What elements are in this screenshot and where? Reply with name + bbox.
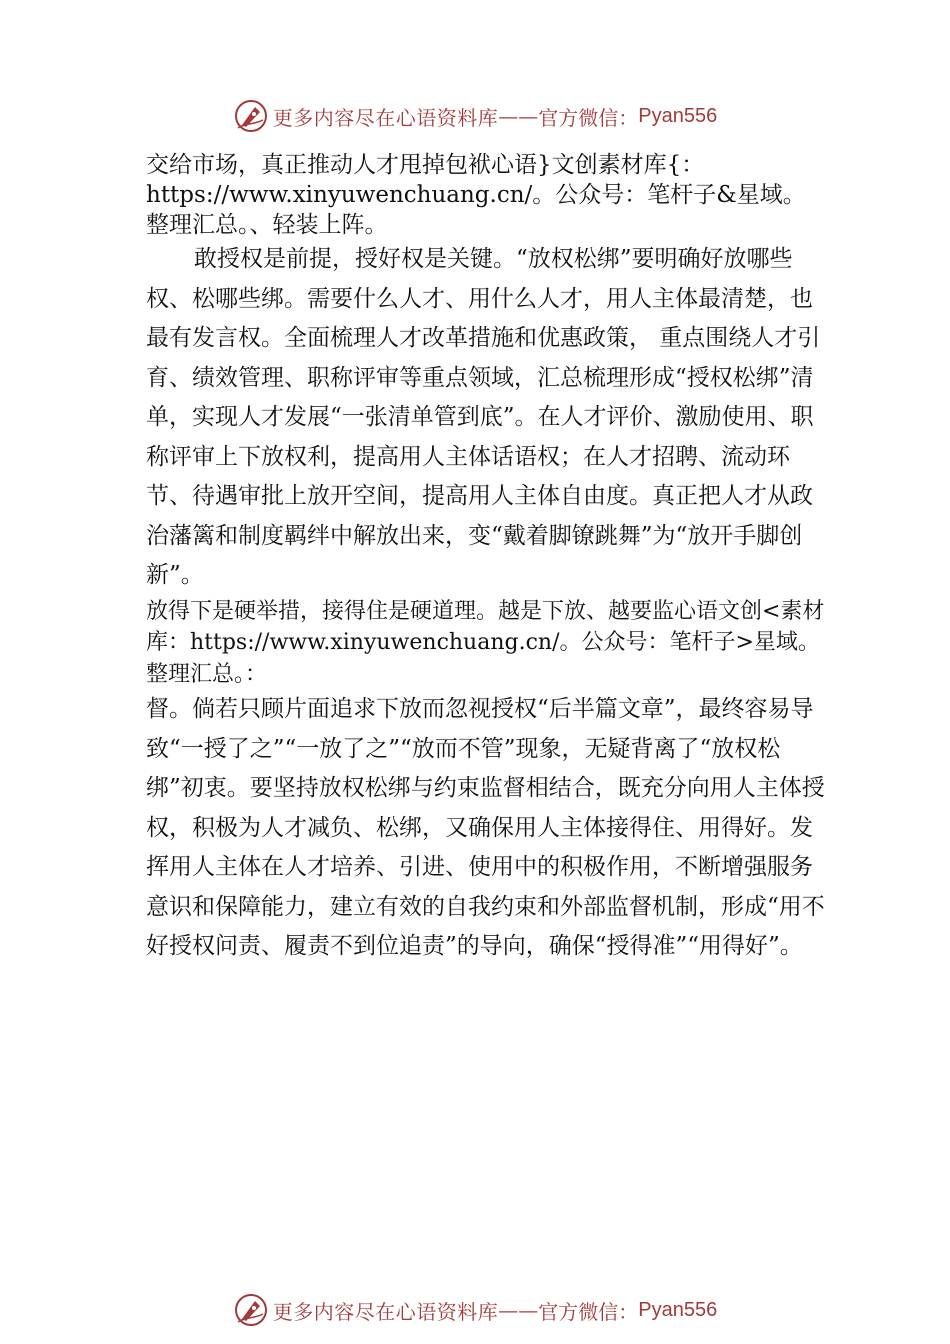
wechat-id: Pyan556: [638, 104, 718, 127]
brand-dash: ——: [498, 104, 539, 128]
footer-brand-dash: ——: [498, 1298, 539, 1322]
fountain-pen-nib-icon: [233, 1292, 269, 1328]
footer-wechat-label: 官方微信：: [538, 1299, 639, 1324]
paragraph-1: 交给市场，真正推动人才甩掉包袱心语}文创素材库{：https://www.xinyuwenchuang.cn/。公众号：笔杆子&星域。整理汇总。、轻装上阵。: [146, 152, 806, 238]
paragraph-4: 督。倘若只顾片面追求下放而忽视授权“后半篇文章”，最终容易导致“一授了之”“一放了之”“放而不管”现象，无疑背离了“放权松绑”初衷。要坚持放权松绑与约束监督相结合，既充分向用人主体授权，积极为人才减负、松绑，又确保用人主体接得住、用得好。发挥用人主体在人才培养、引进、使用中的积极作用，不断增强服务意识和保障能力，建立有效的自我约束和外部监督机制，形成“用不好授权问责、履责不到位追责”的导向，确保“授得准”“用得好”。: [146, 696, 825, 959]
footer-brand-text: 更多内容尽在心语资料库: [272, 1299, 499, 1324]
paragraph-2: 敢授权是前提，授好权是关键。“放权松绑”要明确好放哪些权、松哪些绑。需要什么人才、用什么人才，用人主体最清楚，也最有发言权。全面梳理人才改革措施和优惠政策， 重点围绕人才引育、绩效管理、职称评审等重点领域，汇总梳理形成“授权松绑”清单，实现人才发展“一张清单管到底”。在人才评价、激励使用、职称评审上下放权利，提高用人主体话语权；在人才招聘、流动环节、待遇审批上放开空间，提高用人主体自由度。真正把人才从政治藩篱和制度羁绊中解放出来，变“戴着脚镣跳舞”为“放开手脚创新”。: [146, 246, 821, 588]
page-header-banner: [0, 96, 950, 136]
brand-text: 更多内容尽在心语资料库: [272, 105, 499, 130]
wechat-label: 官方微信：: [538, 105, 639, 130]
footer-wechat-id: Pyan556: [638, 1298, 718, 1321]
paragraph-3-inset: 放得下是硬举措，接得住是硬道理。越是下放、越要监心语文创<素材库：https://www.xinyuwenchuang.cn/。公众号：笔杆子>星域。整理汇总。：: [146, 598, 825, 687]
fountain-pen-nib-icon: [233, 98, 269, 134]
page-footer-banner: [0, 1290, 950, 1330]
document-body: [146, 150, 826, 967]
